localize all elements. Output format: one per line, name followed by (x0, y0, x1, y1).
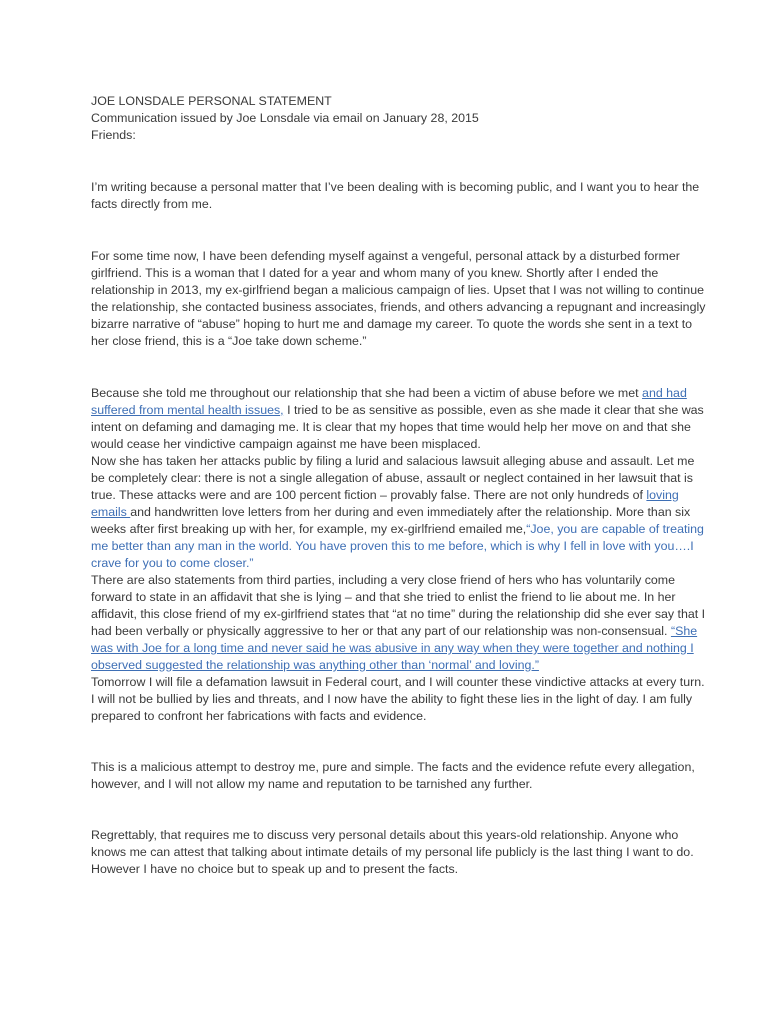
paragraph-6: Tomorrow I will file a defamation lawsuit in Federal court, and I will counter these vindictive attacks at every turn. I will not be bullied by lies and threats, and I now have the ability to fight these lies in the light of day. I am fully prepared to confront her fabrications with facts and evidence. (91, 675, 705, 723)
paragraph-3 (91, 385, 708, 453)
paragraph-4-text-start: Now she has taken her attacks public by filing a lurid and salacious lawsuit alleging abuse and assault. Let me be completely clear: there is not a single allegation of abuse, assault or neglect contained in her lawsuit that is true. These attacks were and are 100 percent fiction – provably false. There are not only hundreds of (91, 454, 695, 502)
affidavit-quote-link[interactable]: “She was with Joe for a long time and never said he was abusive in any way when they were together and nothing I observed suggested the relationship was anything other than ‘normal’ and loving.” (91, 624, 698, 672)
mental-health-link[interactable]: and had suffered from mental health issues (91, 386, 687, 417)
paragraph-7: This is a malicious attempt to destroy me, pure and simple. The facts and the evidence refute every allegation, however, and I will not allow my name and reputation to be tarnished any further. (91, 760, 695, 791)
paragraph-3-comma: , (280, 403, 284, 417)
paragraph-8: Regrettably, that requires me to discuss very personal details about this years-old relationship. Anyone who knows me can attest that talking about intimate details of my personal life publicly is the last thing I want to do. However I have no choice but to speak up and to present the facts. (91, 828, 694, 876)
paragraph-4 (91, 453, 708, 572)
paragraph-2: For some time now, I have been defending myself against a vengeful, personal attack by a disturbed former girlfriend. This is a woman that I dated for a year and whom many of you knew. Shortly after I ended the relationship in 2013, my ex-girlfriend began a malicious campaign of lies. Upset that I was not willing to continue the relationship, she contacted business associates, friends, and others advancing a repugnant and increasingly bizarre narrative of “abuse” hoping to hurt me and damage my career. To quote the words she sent in a text to her close friend, this is a “Joe take down scheme.” (91, 249, 706, 348)
paragraph-1: I’m writing because a personal matter that I’ve been dealing with is becoming public, and I want you to hear the facts directly from me. (91, 180, 700, 211)
paragraph-3-text-end: I tried to be as sensitive as possible, even as she made it clear that she was intent on defaming and damaging me. It is clear that my hopes that time would help her move on and that she would cease her vindictive campaign against me have been misplaced. (91, 403, 704, 451)
paragraph-4-text-middle: and handwritten love letters from her during and even immediately after the relationship. More than six weeks after first breaking up with her, for example, my ex-girlfriend emailed me, (91, 505, 691, 536)
document-subtitle: Communication issued by Joe Lonsdale via email on January 28, 2015 (91, 111, 479, 125)
loving-emails-link[interactable]: loving emails (91, 488, 679, 519)
paragraph-5 (91, 572, 708, 674)
paragraph-5-text: There are also statements from third parties, including a very close friend of hers who has voluntarily come forward to state in an affidavit that she is lying – and that she tried to enlist the friend to lie about me. In her affidavit, this close friend of my ex-girlfriend states that “at no time” during the relationship did she ever say that I had been verbally or physically aggressive to her or that any part of our relationship was non-consensual. (91, 573, 706, 638)
email-quote: “Joe, you are capable of treating me better than any man in the world. You have proven this to me before, which is why I fell in love with you….I crave for you to come closer.” (91, 522, 704, 570)
salutation: Friends: (91, 128, 136, 142)
paragraph-3-text-start: Because she told me throughout our relationship that she had been a victim of abuse before we met (91, 386, 643, 400)
document-title: JOE LONSDALE PERSONAL STATEMENT (91, 94, 332, 108)
